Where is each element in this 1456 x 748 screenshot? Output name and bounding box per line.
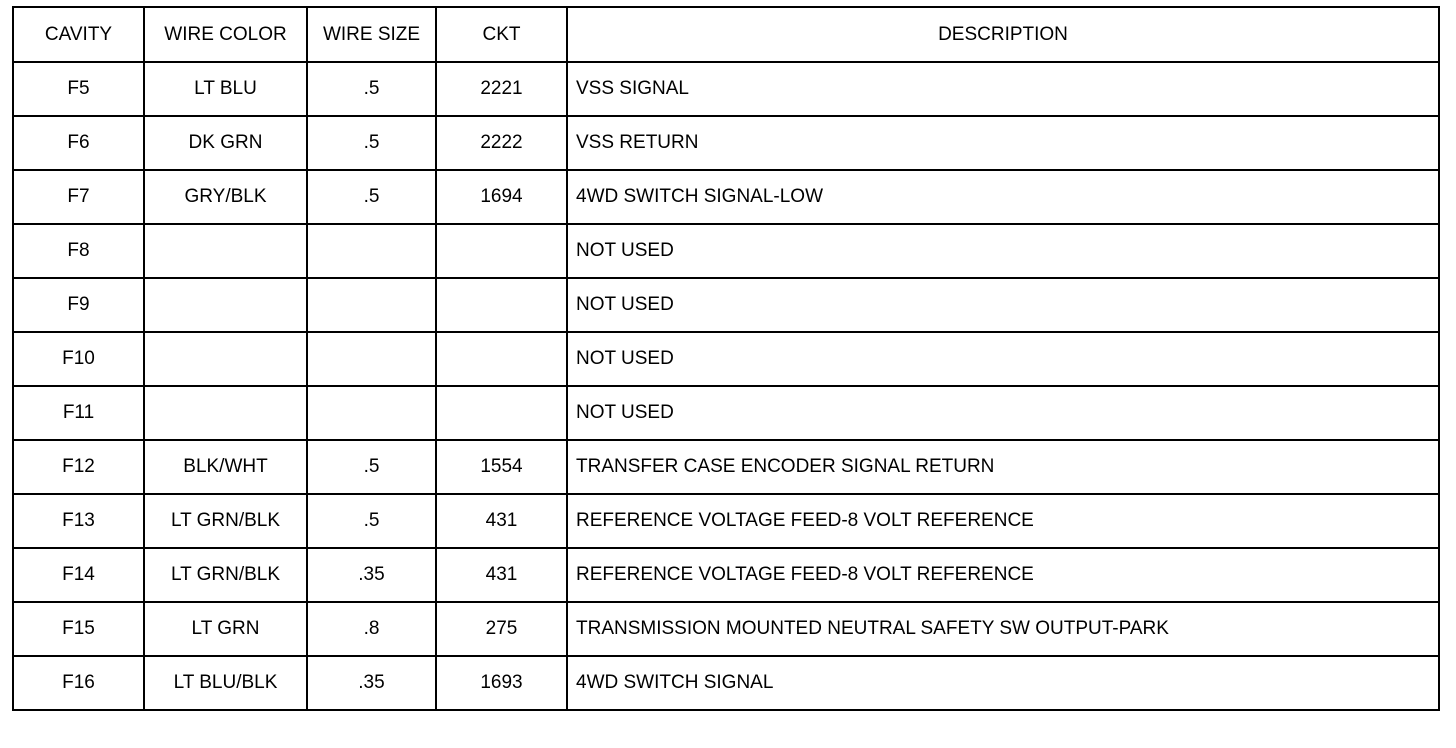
table-row xyxy=(13,440,1439,494)
cell-wire-size xyxy=(307,332,436,386)
cell-wire-size: .8 xyxy=(307,602,436,656)
cell-cavity: F13 xyxy=(13,494,144,548)
cell-description: REFERENCE VOLTAGE FEED-8 VOLT REFERENCE xyxy=(567,494,1439,548)
connector-pinout-table xyxy=(12,6,1440,711)
cell-description: 4WD SWITCH SIGNAL xyxy=(567,656,1439,710)
cell-wire-size xyxy=(307,224,436,278)
cell-cavity: F8 xyxy=(13,224,144,278)
cell-description: NOT USED xyxy=(567,224,1439,278)
cell-wire-color xyxy=(144,332,307,386)
table-row xyxy=(13,116,1439,170)
cell-description: VSS SIGNAL xyxy=(567,62,1439,116)
cell-wire-size xyxy=(307,278,436,332)
cell-cavity: F12 xyxy=(13,440,144,494)
cell-description: VSS RETURN xyxy=(567,116,1439,170)
cell-wire-color xyxy=(144,386,307,440)
cell-description: TRANSFER CASE ENCODER SIGNAL RETURN xyxy=(567,440,1439,494)
table-row xyxy=(13,62,1439,116)
cell-description: NOT USED xyxy=(567,332,1439,386)
cell-description: 4WD SWITCH SIGNAL-LOW xyxy=(567,170,1439,224)
cell-cavity: F10 xyxy=(13,332,144,386)
header-ckt: CKT xyxy=(436,7,567,62)
cell-cavity: F5 xyxy=(13,62,144,116)
cell-ckt xyxy=(436,224,567,278)
cell-wire-size xyxy=(307,386,436,440)
cell-wire-color: BLK/WHT xyxy=(144,440,307,494)
header-wire-size: WIRE SIZE xyxy=(307,7,436,62)
header-wire-color: WIRE COLOR xyxy=(144,7,307,62)
header-cavity: CAVITY xyxy=(13,7,144,62)
cell-cavity: F16 xyxy=(13,656,144,710)
cell-cavity: F11 xyxy=(13,386,144,440)
cell-ckt: 275 xyxy=(436,602,567,656)
cell-wire-color xyxy=(144,224,307,278)
cell-cavity: F9 xyxy=(13,278,144,332)
cell-wire-size: .5 xyxy=(307,116,436,170)
cell-ckt: 1554 xyxy=(436,440,567,494)
cell-wire-size: .5 xyxy=(307,494,436,548)
header-row xyxy=(13,7,1439,62)
cell-wire-color: LT GRN/BLK xyxy=(144,548,307,602)
table-row xyxy=(13,278,1439,332)
table-row xyxy=(13,332,1439,386)
cell-wire-size: .35 xyxy=(307,656,436,710)
cell-description: NOT USED xyxy=(567,278,1439,332)
cell-wire-size: .5 xyxy=(307,62,436,116)
cell-cavity: F7 xyxy=(13,170,144,224)
cell-wire-color: LT BLU/BLK xyxy=(144,656,307,710)
cell-ckt: 2221 xyxy=(436,62,567,116)
cell-wire-color xyxy=(144,278,307,332)
table-body xyxy=(13,62,1439,710)
cell-wire-color: GRY/BLK xyxy=(144,170,307,224)
table-header xyxy=(13,7,1439,62)
table-row xyxy=(13,602,1439,656)
cell-wire-size: .35 xyxy=(307,548,436,602)
cell-cavity: F6 xyxy=(13,116,144,170)
cell-ckt: 431 xyxy=(436,548,567,602)
cell-ckt xyxy=(436,278,567,332)
cell-cavity: F15 xyxy=(13,602,144,656)
cell-wire-color: DK GRN xyxy=(144,116,307,170)
cell-wire-size: .5 xyxy=(307,170,436,224)
table-row xyxy=(13,548,1439,602)
cell-ckt: 431 xyxy=(436,494,567,548)
table-row xyxy=(13,224,1439,278)
cell-ckt: 2222 xyxy=(436,116,567,170)
cell-wire-color: LT GRN/BLK xyxy=(144,494,307,548)
cell-description: TRANSMISSION MOUNTED NEUTRAL SAFETY SW OUTPUT-PARK xyxy=(567,602,1439,656)
table-row xyxy=(13,170,1439,224)
cell-wire-color: LT BLU xyxy=(144,62,307,116)
table-row xyxy=(13,494,1439,548)
header-description: DESCRIPTION xyxy=(567,7,1439,62)
table-row xyxy=(13,656,1439,710)
cell-description: NOT USED xyxy=(567,386,1439,440)
cell-ckt xyxy=(436,386,567,440)
cell-ckt: 1694 xyxy=(436,170,567,224)
cell-ckt: 1693 xyxy=(436,656,567,710)
table-row xyxy=(13,386,1439,440)
cell-description: REFERENCE VOLTAGE FEED-8 VOLT REFERENCE xyxy=(567,548,1439,602)
cell-wire-color: LT GRN xyxy=(144,602,307,656)
cell-wire-size: .5 xyxy=(307,440,436,494)
cell-cavity: F14 xyxy=(13,548,144,602)
cell-ckt xyxy=(436,332,567,386)
